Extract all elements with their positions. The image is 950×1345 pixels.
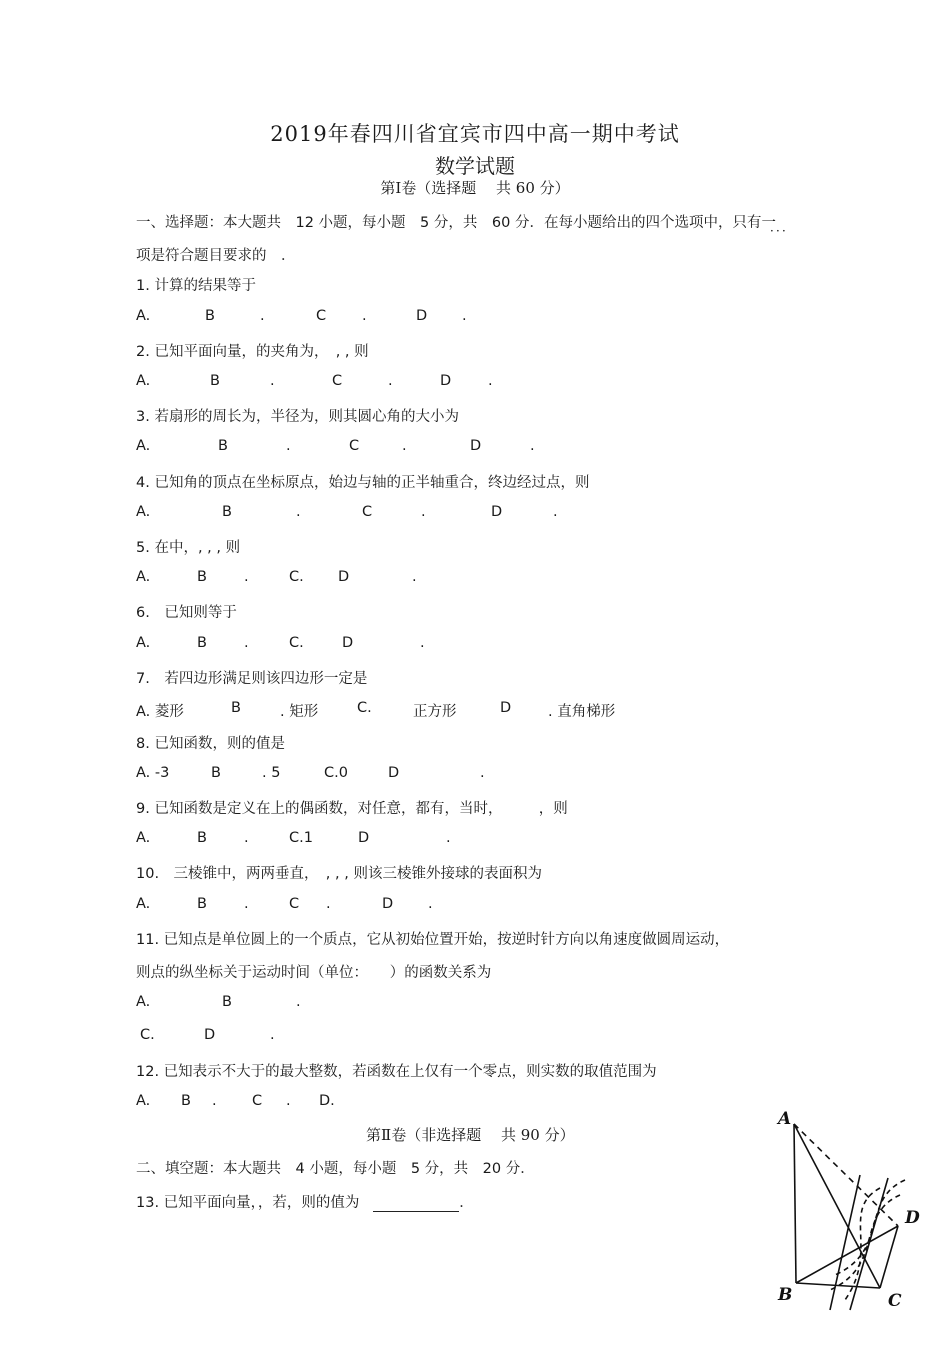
option-sep: . [553,504,558,520]
dashed-curve-3 [845,1188,880,1300]
option-sep: . [212,1093,217,1109]
question-6-options [0,635,950,655]
part2-heading: 第Ⅱ卷（非选择题 共 90 分） [366,1126,575,1144]
option-d: D. [319,1093,335,1109]
option-c: C [349,438,360,454]
option-sep: . [421,504,426,520]
option-sep: . [286,438,291,454]
option-b: B [210,373,220,389]
option-b: B [197,896,207,912]
edge-ac [794,1124,880,1288]
section2-intro: 二、填空题：本大题共 4 小题，每小题 5 分，共 20 分． [136,1161,535,1177]
edge-ad [794,1124,898,1226]
option-sep: . [296,504,301,520]
question-13-end: ． [459,1195,474,1211]
option-d: D [358,830,370,846]
option-b-text: . 矩形 [280,704,319,720]
question-3-stem: 3. 若扇形的周长为，半径为，则其圆心角的大小为 [136,409,459,425]
option-b: B [181,1093,191,1109]
option-c: C.0 [324,765,348,781]
option-sep: . [480,765,485,781]
option-d: D [204,1027,216,1043]
question-5-stem: 5. 在中，, , , 则 [136,540,241,556]
edge-bc [796,1283,880,1288]
question-6-stem: 6. 已知则等于 [136,605,237,621]
option-c: C.1 [289,830,313,846]
option-a: A. [136,438,151,454]
question-1-stem: 1. 计算的结果等于 [136,278,256,294]
option-sep: . [428,896,433,912]
option-sep: . [388,373,393,389]
question-4-options [0,504,950,524]
option-a: A. [136,373,151,389]
option-d-text: . 直角梯形 [548,704,616,720]
emphasis-dots: ．．． [770,220,795,234]
option-a: A. [136,504,151,520]
exam-title: 2019年春四川省宜宾市四中高一期中考试 [270,122,680,146]
option-a: A. [136,308,151,324]
option-sep: . [244,569,249,585]
option-b: B [218,438,228,454]
question-12-stem: 12. 已知表示不大于的最大整数，若函数在上仅有一个零点，则实数的取值范围为 [136,1064,657,1080]
option-d: D [416,308,428,324]
option-sep: . [326,896,331,912]
question-13-text: 13. 已知平面向量，，若，则的值为 [136,1195,360,1211]
option-sep: . [446,830,451,846]
option-b: B [197,569,207,585]
question-13-stem [136,1191,474,1212]
question-7-stem: 7. 若四边形满足则该四边形一定是 [136,671,368,687]
tetrahedron-figure [770,1100,920,1315]
option-d: D [388,765,400,781]
question-8-stem: 8. 已知函数，则的值是 [136,736,285,752]
option-a: A. [136,896,151,912]
question-5-options [0,569,950,589]
option-sep: . [260,308,265,324]
option-b: B [197,830,207,846]
option-sep: . [488,373,493,389]
option-b: B [222,994,232,1010]
label-d: D [905,1208,920,1228]
option-a: A. [136,830,151,846]
option-b: B [211,765,221,781]
label-a: A [778,1109,792,1129]
option-sep: . [462,308,467,324]
option-sep: . [270,373,275,389]
option-d: D [338,569,350,585]
option-a: A. [136,1093,151,1109]
option-c-text: 正方形 [413,704,457,720]
option-sep: . [270,1027,275,1043]
option-b: B [222,504,232,520]
option-d: D [382,896,394,912]
option-c: C [289,896,300,912]
option-c: C. [140,1027,155,1043]
option-b-text: . 5 [262,765,281,781]
question-4-stem: 4. 已知角的顶点在坐标原点，始边与轴的正半轴重合，终边经过点，则 [136,475,590,491]
option-c: C [316,308,327,324]
option-c: C. [289,569,304,585]
option-sep: . [402,438,407,454]
option-b: B [197,635,207,651]
question-2-options [0,373,950,393]
label-c: C [888,1291,902,1311]
option-b: B [205,308,215,324]
option-sep: . [420,635,425,651]
option-c: C [362,504,373,520]
option-sep: . [244,830,249,846]
section1-intro-line1: 一、选择题：本大题共 12 小题，每小题 5 分，共 60 分．在每小题给出的四个选项中，只有一 [136,215,776,231]
answer-blank [373,1197,459,1212]
option-a: A. -3 [136,765,170,781]
option-a: A. [136,635,151,651]
option-sep: . [244,896,249,912]
option-sep: . [362,308,367,324]
option-b: B [231,700,241,716]
question-9-options [0,830,950,850]
section1-intro-line2: 项是符合题目要求的 ． [136,248,296,264]
question-10-stem: 10. 三棱锥中，两两垂直， , , , 则该三棱锥外接球的表面积为 [136,866,542,882]
option-sep: . [412,569,417,585]
option-c: C [252,1093,263,1109]
question-7-options [0,700,950,720]
option-c: C. [357,700,372,716]
part1-heading: 第Ⅰ卷（选择题 共 60 分） [380,179,570,197]
option-d: D [500,700,512,716]
option-d: D [342,635,354,651]
option-sep: . [244,635,249,651]
option-d: D [470,438,482,454]
exam-subtitle: 数学试题 [435,154,515,178]
question-11-stem-line2: 则点的纵坐标关于运动时间（单位： ）的函数关系为 [136,965,492,981]
option-c: C. [289,635,304,651]
question-11-stem: 11. 已知点是单位圆上的一个质点，它从初始位置开始，按逆时针方向以角速度做圆周运动， [136,932,730,948]
option-c: C [332,373,343,389]
option-sep: . [530,438,535,454]
option-d: D [491,504,503,520]
option-a: A. [136,994,151,1010]
question-10-options [0,896,950,916]
question-9-stem: 9. 已知函数是定义在上的偶函数，对任意，都有，当时， ，则 [136,801,568,817]
question-8-options [0,765,950,785]
question-11-options-row2 [0,1027,950,1047]
option-a: A. 菱形 [136,704,184,720]
question-3-options [0,438,950,458]
question-11-options-row1 [0,994,950,1014]
question-1-options [0,308,950,328]
dashed-curve-2 [830,1195,900,1290]
option-d: D [440,373,452,389]
option-a: A. [136,569,151,585]
label-b: B [778,1285,793,1305]
option-sep: . [296,994,301,1010]
question-2-stem: 2. 已知平面向量，的夹角为， , , 则 [136,344,369,360]
edge-ab [794,1124,796,1283]
option-sep: . [286,1093,291,1109]
